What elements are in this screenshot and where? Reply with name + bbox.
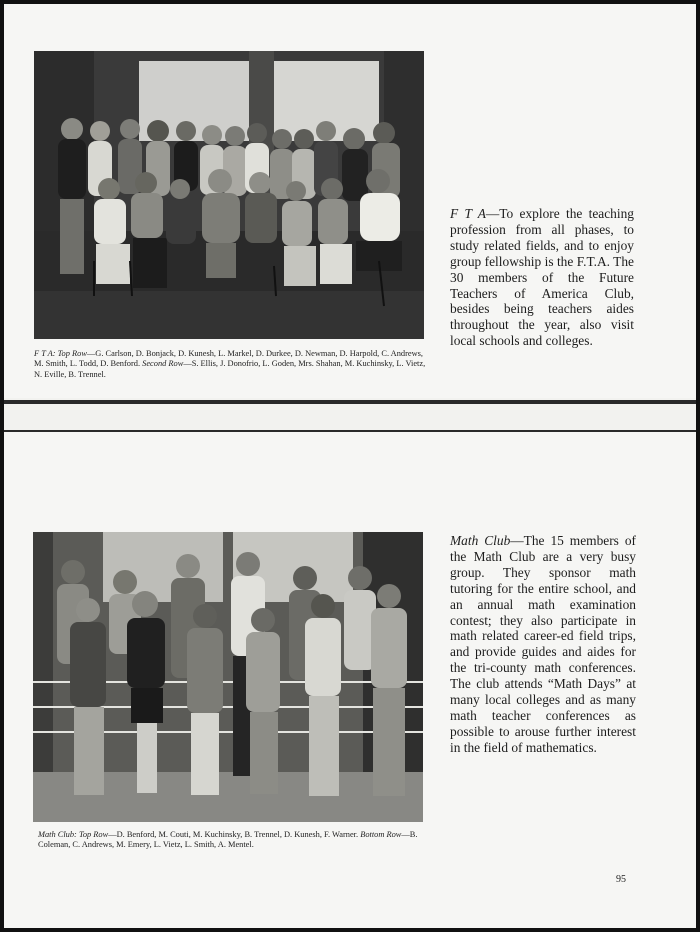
yearbook-page	[4, 4, 696, 928]
divider-rule-top	[4, 400, 696, 404]
math-club-group-photo	[33, 532, 423, 822]
fta-caption-second-row-label: Second Row	[142, 359, 184, 369]
fta-description-lead: F T A	[450, 206, 486, 221]
math-club-description-lead: Math Club	[450, 533, 511, 548]
fta-caption-second-row: —S. Ellis, J. Donofrio, L. Goden, Mrs. Shahan, M. Kuchinsky, L. Vietz, N. Eville, B. Trennel.	[34, 359, 426, 379]
math-club-caption-bottom-row-label: Bottom Row	[360, 830, 402, 839]
math-club-description	[450, 533, 636, 756]
math-club-caption-lead: Math Club: Top Row	[38, 830, 109, 839]
fta-group-photo	[34, 51, 424, 339]
math-club-section	[4, 432, 696, 928]
math-club-photo-caption	[38, 830, 418, 851]
fta-caption-lead: F T A: Top Row	[34, 349, 87, 358]
fta-description-body: —To explore the teaching profession from all phases, to study related fields, and to enjoy group fellowship is the F.T.A. The 30 members of the Future Teachers of America Club, besides being teachers aides throughout the year, also visit local schools and colleges.	[450, 206, 634, 349]
fta-photo-image	[34, 51, 424, 339]
fta-photo-caption	[34, 349, 426, 380]
fta-caption-top-row: —G. Carlson, D. Bonjack, D. Kunesh, L. Markel, D. Durkee, D. Newman, D. Harpold, C. Andrews, M. Smith, L. Todd, D. Benford.	[34, 349, 424, 369]
math-club-caption-bottom-row: —B. Coleman, C. Andrews, M. Emery, L. Vietz, L. Smith, A. Mentel.	[38, 830, 418, 850]
math-club-caption-top-row: —D. Benford, M. Couti, M. Kuchinsky, B. Trennel, D. Kunesh, F. Warner.	[108, 830, 361, 839]
fta-section	[4, 4, 696, 398]
fta-description	[450, 206, 634, 349]
page-number: 95	[616, 874, 626, 885]
math-club-photo-image	[33, 532, 423, 822]
math-club-description-body: —The 15 members of the Math Club are a very busy group. They sponsor math tutoring for the entire school, and an annual math examination contest; they also participate in math related career-ed field trips, and provide guides and aides for the tri-county math conferences. The club attends “Math Days” at many local colleges and as many math teacher conferences as possible to arouse further interest in the field of mathematics.	[450, 533, 637, 755]
